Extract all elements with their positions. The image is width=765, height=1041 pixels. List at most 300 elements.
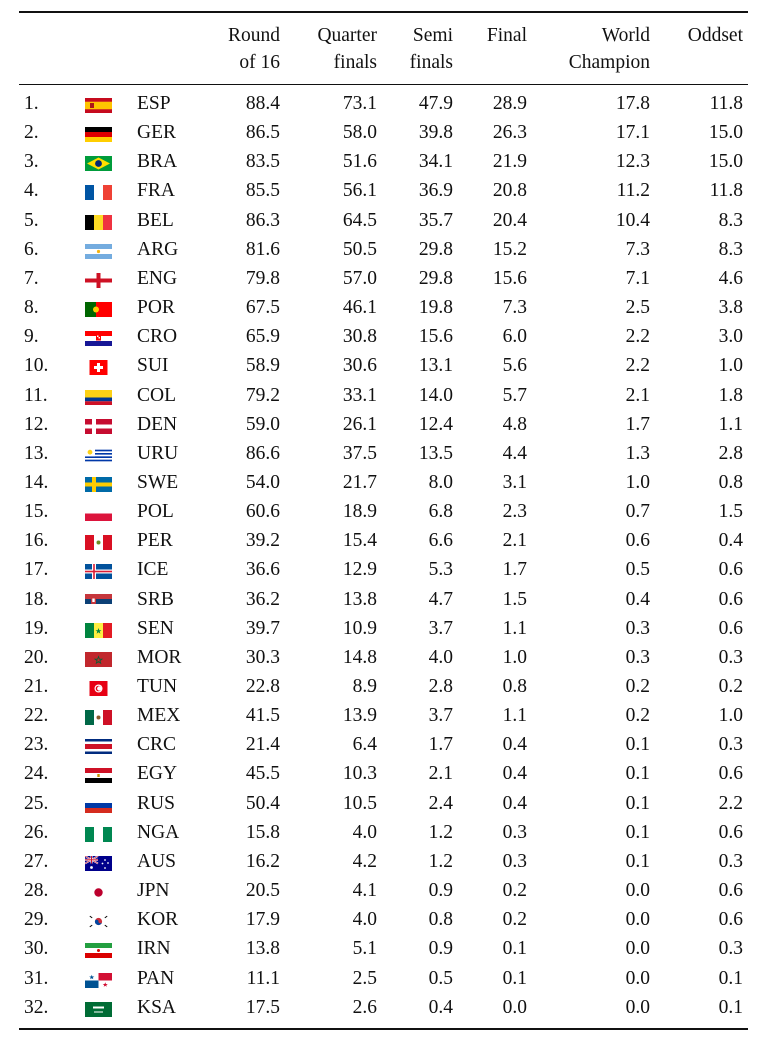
final-cell: 0.4	[502, 763, 527, 785]
semi-finals-cell: 14.0	[418, 384, 453, 406]
table-row	[0, 701, 765, 730]
world-champion-cell: 0.0	[625, 967, 650, 989]
world-champion-cell: 1.0	[625, 471, 650, 493]
rank-cell: 7.	[24, 267, 39, 289]
header-rule	[19, 84, 748, 85]
semi-finals-cell: 2.4	[428, 792, 453, 814]
poland-flag-icon	[85, 506, 112, 521]
team-code-cell: ICE	[137, 559, 169, 581]
team-code-cell: ENG	[137, 267, 178, 289]
team-code-cell: POL	[137, 501, 174, 523]
semi-finals-cell: 29.8	[418, 267, 453, 289]
senegal-flag-icon	[85, 623, 112, 638]
world-champion-cell: 1.7	[625, 413, 650, 435]
final-cell: 1.7	[502, 559, 527, 581]
team-code-cell: GER	[137, 122, 176, 144]
table-row	[0, 206, 765, 235]
header-final: Final	[486, 25, 527, 46]
oddset-cell: 11.8	[709, 93, 743, 114]
world-champion-cell: 7.3	[625, 238, 650, 260]
oddset-cell: 0.2	[718, 676, 743, 697]
semi-finals-cell: 15.6	[418, 326, 453, 348]
round-of-16-cell: 17.9	[245, 909, 280, 931]
round-of-16-cell: 86.6	[245, 442, 280, 464]
rank-cell: 31.	[24, 967, 49, 989]
quarter-finals-cell: 56.1	[342, 180, 377, 202]
team-code-cell: IRN	[137, 938, 171, 960]
round-of-16-cell: 41.5	[245, 705, 280, 727]
peru-flag-icon	[85, 535, 112, 550]
semi-finals-cell: 8.0	[428, 471, 453, 493]
rank-cell: 24.	[24, 763, 49, 785]
team-code-cell: ESP	[137, 93, 171, 114]
semi-finals-cell: 6.8	[428, 501, 453, 523]
final-cell: 0.2	[502, 909, 527, 931]
semi-finals-cell: 29.8	[418, 238, 453, 260]
quarter-finals-cell: 58.0	[342, 122, 377, 144]
round-of-16-cell: 67.5	[245, 297, 280, 319]
final-cell: 7.3	[502, 297, 527, 319]
round-of-16-cell: 16.2	[245, 850, 280, 872]
round-of-16-cell: 85.5	[245, 180, 280, 202]
team-code-cell: RUS	[137, 792, 175, 814]
oddset-cell: 11.8	[709, 180, 743, 202]
world-champion-cell: 2.2	[625, 326, 650, 348]
world-champion-cell: 2.1	[625, 384, 650, 406]
round-of-16-cell: 86.3	[245, 209, 280, 231]
belgium-flag-icon	[85, 215, 112, 230]
rank-cell: 16.	[24, 530, 49, 552]
rank-cell: 32.	[24, 996, 49, 1018]
rank-cell: 28.	[24, 880, 49, 902]
switzerland-flag-icon	[85, 360, 112, 375]
quarter-finals-cell: 12.9	[342, 559, 377, 581]
rank-cell: 11.	[24, 384, 48, 406]
quarter-finals-cell: 57.0	[342, 267, 377, 289]
world-champion-cell: 0.1	[625, 763, 650, 785]
table-row	[0, 643, 765, 672]
sweden-flag-icon	[85, 477, 112, 492]
mexico-flag-icon	[85, 710, 112, 725]
oddset-cell: 0.6	[718, 880, 743, 902]
world-champion-cell: 0.0	[625, 880, 650, 902]
world-champion-cell: 17.8	[615, 93, 650, 114]
oddset-cell: 1.1	[718, 413, 743, 435]
world-champion-cell: 10.4	[615, 209, 650, 231]
table-row	[0, 468, 765, 497]
panama-flag-icon	[85, 973, 112, 988]
quarter-finals-cell: 4.0	[352, 821, 377, 843]
team-code-cell: SEN	[137, 617, 174, 639]
quarter-finals-cell: 14.8	[342, 646, 377, 668]
france-flag-icon	[85, 185, 112, 200]
table-row	[0, 614, 765, 643]
oddset-cell: 0.8	[718, 471, 743, 493]
final-cell: 21.9	[492, 151, 527, 173]
quarter-finals-cell: 15.4	[342, 530, 377, 552]
world-champion-cell: 0.1	[625, 850, 650, 872]
team-code-cell: BEL	[137, 209, 174, 231]
table-row	[0, 730, 765, 759]
final-cell: 26.3	[492, 122, 527, 144]
final-cell: 20.4	[492, 209, 527, 231]
round-of-16-cell: 60.6	[245, 501, 280, 523]
table-row	[0, 497, 765, 526]
final-cell: 3.1	[502, 471, 527, 493]
nigeria-flag-icon	[85, 827, 112, 842]
oddset-cell: 0.3	[718, 646, 743, 668]
spain-flag-icon	[85, 98, 112, 113]
table-row	[0, 934, 765, 963]
quarter-finals-cell: 26.1	[342, 413, 377, 435]
team-code-cell: DEN	[137, 413, 178, 435]
semi-finals-cell: 2.8	[428, 676, 453, 697]
team-code-cell: CRO	[137, 326, 178, 348]
oddset-cell: 0.6	[718, 617, 743, 639]
team-code-cell: PAN	[137, 967, 175, 989]
final-cell: 0.8	[502, 676, 527, 697]
round-of-16-cell: 13.8	[245, 938, 280, 960]
round-of-16-cell: 45.5	[245, 763, 280, 785]
tunisia-flag-icon	[85, 681, 112, 696]
table-row	[0, 789, 765, 818]
quarter-finals-cell: 37.5	[342, 442, 377, 464]
team-code-cell: EGY	[137, 763, 178, 785]
table-row	[0, 964, 765, 993]
final-cell: 20.8	[492, 180, 527, 202]
table-row	[0, 847, 765, 876]
world-champion-cell: 2.2	[625, 355, 650, 377]
final-cell: 6.0	[502, 326, 527, 348]
rank-cell: 18.	[24, 588, 49, 610]
semi-finals-cell: 13.1	[418, 355, 453, 377]
team-code-cell: PER	[137, 530, 173, 552]
quarter-finals-cell: 21.7	[342, 471, 377, 493]
table-row	[0, 147, 765, 176]
final-cell: 1.5	[502, 588, 527, 610]
croatia-flag-icon	[85, 331, 112, 346]
semi-finals-cell: 39.8	[418, 122, 453, 144]
semi-finals-cell: 0.9	[428, 938, 453, 960]
semi-finals-cell: 0.9	[428, 880, 453, 902]
world-champion-cell: 2.5	[625, 297, 650, 319]
quarter-finals-cell: 13.8	[342, 588, 377, 610]
final-cell: 0.3	[502, 850, 527, 872]
round-of-16-cell: 20.5	[245, 880, 280, 902]
round-of-16-cell: 30.3	[245, 646, 280, 668]
world-champion-cell: 17.1	[615, 122, 650, 144]
oddset-cell: 0.6	[718, 559, 743, 581]
final-cell: 0.4	[502, 734, 527, 756]
round-of-16-cell: 39.7	[245, 617, 280, 639]
quarter-finals-cell: 30.8	[342, 326, 377, 348]
quarter-finals-cell: 5.1	[352, 938, 377, 960]
germany-flag-icon	[85, 127, 112, 142]
table-row	[0, 526, 765, 555]
quarter-finals-cell: 13.9	[342, 705, 377, 727]
world-champion-cell: 7.1	[625, 267, 650, 289]
portugal-flag-icon	[85, 302, 112, 317]
team-code-cell: ARG	[137, 238, 179, 260]
rank-cell: 30.	[24, 938, 49, 960]
table-row	[0, 118, 765, 147]
semi-finals-cell: 0.5	[428, 967, 453, 989]
top-rule	[19, 11, 748, 13]
japan-flag-icon	[85, 885, 112, 900]
oddset-cell: 4.6	[718, 267, 743, 289]
table-row	[0, 381, 765, 410]
semi-finals-cell: 12.4	[418, 413, 453, 435]
rank-cell: 19.	[24, 617, 49, 639]
semi-finals-cell: 4.7	[428, 588, 453, 610]
rank-cell: 23.	[24, 734, 49, 756]
round-of-16-cell: 39.2	[245, 530, 280, 552]
table-row	[0, 759, 765, 788]
saudi-arabia-flag-icon	[85, 1002, 112, 1017]
oddset-cell: 3.0	[718, 326, 743, 348]
australia-flag-icon	[85, 856, 112, 871]
oddset-cell: 0.4	[718, 530, 743, 552]
south-korea-flag-icon	[85, 914, 112, 929]
table-row	[0, 293, 765, 322]
final-cell: 4.4	[502, 442, 527, 464]
final-cell: 1.1	[502, 617, 527, 639]
final-cell: 0.4	[502, 792, 527, 814]
semi-finals-cell: 3.7	[428, 705, 453, 727]
final-cell: 1.1	[502, 705, 527, 727]
table-row	[0, 905, 765, 934]
quarter-finals-cell: 30.6	[342, 355, 377, 377]
round-of-16-cell: 21.4	[245, 734, 280, 756]
rank-cell: 9.	[24, 326, 39, 348]
round-of-16-cell: 36.2	[245, 588, 280, 610]
rank-cell: 10.	[24, 355, 49, 377]
table-row	[0, 876, 765, 905]
oddset-cell: 0.3	[718, 850, 743, 872]
quarter-finals-cell: 4.1	[352, 880, 377, 902]
quarter-finals-cell: 33.1	[342, 384, 377, 406]
final-cell: 2.1	[502, 530, 527, 552]
oddset-cell: 2.2	[718, 792, 743, 814]
final-cell: 5.6	[502, 355, 527, 377]
round-of-16-cell: 86.5	[245, 122, 280, 144]
quarter-finals-cell: 18.9	[342, 501, 377, 523]
team-code-cell: MOR	[137, 646, 182, 668]
team-code-cell: POR	[137, 297, 175, 319]
rank-cell: 13.	[24, 442, 49, 464]
oddset-cell: 0.3	[718, 938, 743, 960]
rank-cell: 25.	[24, 792, 49, 814]
team-code-cell: URU	[137, 442, 179, 464]
world-champion-cell: 12.3	[615, 151, 650, 173]
final-cell: 28.9	[492, 93, 527, 114]
semi-finals-cell: 36.9	[418, 180, 453, 202]
quarter-finals-cell: 46.1	[342, 297, 377, 319]
rank-cell: 4.	[24, 180, 39, 202]
final-cell: 0.0	[502, 996, 527, 1018]
oddset-cell: 1.0	[718, 355, 743, 377]
header-semi-finals: Semi finals	[409, 25, 453, 73]
rank-cell: 2.	[24, 122, 39, 144]
team-code-cell: JPN	[137, 880, 170, 902]
round-of-16-cell: 59.0	[245, 413, 280, 435]
semi-finals-cell: 6.6	[428, 530, 453, 552]
semi-finals-cell: 35.7	[418, 209, 453, 231]
egypt-flag-icon	[85, 768, 112, 783]
header-round-of-16: Round of 16	[227, 25, 280, 73]
quarter-finals-cell: 64.5	[342, 209, 377, 231]
rank-cell: 26.	[24, 821, 49, 843]
round-of-16-cell: 79.2	[245, 384, 280, 406]
header-world-champion: World Champion	[568, 25, 650, 73]
team-code-cell: NGA	[137, 821, 180, 843]
oddset-cell: 0.3	[718, 734, 743, 756]
semi-finals-cell: 3.7	[428, 617, 453, 639]
final-cell: 15.6	[492, 267, 527, 289]
world-champion-cell: 0.2	[625, 705, 650, 727]
round-of-16-cell: 79.8	[245, 267, 280, 289]
world-champion-cell: 0.2	[625, 676, 650, 697]
team-code-cell: COL	[137, 384, 176, 406]
round-of-16-cell: 65.9	[245, 326, 280, 348]
quarter-finals-cell: 4.0	[352, 909, 377, 931]
serbia-flag-icon	[85, 594, 112, 609]
rank-cell: 12.	[24, 413, 49, 435]
table-row	[0, 818, 765, 847]
semi-finals-cell: 1.2	[428, 821, 453, 843]
final-cell: 0.1	[502, 967, 527, 989]
world-champion-cell: 0.1	[625, 792, 650, 814]
team-code-cell: SWE	[137, 471, 179, 493]
world-champion-cell: 0.6	[625, 530, 650, 552]
team-code-cell: SRB	[137, 588, 174, 610]
denmark-flag-icon	[85, 419, 112, 434]
rank-cell: 8.	[24, 297, 39, 319]
semi-finals-cell: 5.3	[428, 559, 453, 581]
rank-cell: 17.	[24, 559, 49, 581]
oddset-cell: 8.3	[718, 238, 743, 260]
oddset-cell: 1.5	[718, 501, 743, 523]
quarter-finals-cell: 10.3	[342, 763, 377, 785]
semi-finals-cell: 13.5	[418, 442, 453, 464]
round-of-16-cell: 50.4	[245, 792, 280, 814]
quarter-finals-cell: 4.2	[352, 850, 377, 872]
rank-cell: 6.	[24, 238, 39, 260]
rank-cell: 14.	[24, 471, 49, 493]
header-quarter-finals: Quarter finals	[317, 25, 377, 73]
oddset-cell: 0.6	[718, 821, 743, 843]
world-champion-cell: 0.1	[625, 821, 650, 843]
final-cell: 0.2	[502, 880, 527, 902]
table-row	[0, 672, 765, 701]
round-of-16-cell: 88.4	[245, 93, 280, 114]
round-of-16-cell: 17.5	[245, 996, 280, 1018]
table-row	[0, 351, 765, 380]
final-cell: 0.3	[502, 821, 527, 843]
table-row	[0, 993, 765, 1022]
world-champion-cell: 0.7	[625, 501, 650, 523]
quarter-finals-cell: 2.5	[352, 967, 377, 989]
team-code-cell: CRC	[137, 734, 177, 756]
table-row	[0, 410, 765, 439]
oddset-cell: 15.0	[708, 151, 743, 173]
final-cell: 4.8	[502, 413, 527, 435]
rank-cell: 3.	[24, 151, 39, 173]
table-row	[0, 322, 765, 351]
final-cell: 5.7	[502, 384, 527, 406]
oddset-cell: 1.0	[718, 705, 743, 727]
oddset-cell: 15.0	[708, 122, 743, 144]
team-code-cell: SUI	[137, 355, 169, 377]
round-of-16-cell: 83.5	[245, 151, 280, 173]
round-of-16-cell: 22.8	[245, 676, 280, 697]
costa-rica-flag-icon	[85, 739, 112, 754]
semi-finals-cell: 0.4	[428, 996, 453, 1018]
quarter-finals-cell: 6.4	[352, 734, 377, 756]
final-cell: 2.3	[502, 501, 527, 523]
oddset-cell: 1.8	[718, 384, 743, 406]
rank-cell: 20.	[24, 646, 49, 668]
semi-finals-cell: 1.2	[428, 850, 453, 872]
world-champion-cell: 0.1	[625, 734, 650, 756]
world-champion-cell: 0.3	[625, 646, 650, 668]
rank-cell: 15.	[24, 501, 49, 523]
morocco-flag-icon	[85, 652, 112, 667]
bottom-rule	[19, 1028, 748, 1030]
round-of-16-cell: 54.0	[245, 471, 280, 493]
world-champion-cell: 0.4	[625, 588, 650, 610]
rank-cell: 27.	[24, 850, 49, 872]
uruguay-flag-icon	[85, 448, 112, 463]
oddset-cell: 0.6	[718, 909, 743, 931]
final-cell: 15.2	[492, 238, 527, 260]
round-of-16-cell: 11.1	[246, 967, 280, 989]
world-champion-cell: 0.5	[625, 559, 650, 581]
england-flag-icon	[85, 273, 112, 288]
oddset-cell: 8.3	[718, 209, 743, 231]
table-row	[0, 264, 765, 293]
world-champion-cell: 0.0	[625, 938, 650, 960]
quarter-finals-cell: 8.9	[352, 676, 377, 697]
rank-cell: 1.	[24, 93, 39, 114]
table-row	[0, 89, 765, 118]
world-champion-cell: 1.3	[625, 442, 650, 464]
round-of-16-cell: 58.9	[245, 355, 280, 377]
semi-finals-cell: 34.1	[418, 151, 453, 173]
semi-finals-cell: 0.8	[428, 909, 453, 931]
quarter-finals-cell: 10.9	[342, 617, 377, 639]
semi-finals-cell: 2.1	[428, 763, 453, 785]
oddset-cell: 0.6	[718, 588, 743, 610]
rank-cell: 29.	[24, 909, 49, 931]
semi-finals-cell: 47.9	[418, 93, 453, 114]
colombia-flag-icon	[85, 390, 112, 405]
world-champion-cell: 0.3	[625, 617, 650, 639]
oddset-cell: 0.1	[718, 996, 743, 1018]
team-code-cell: TUN	[137, 676, 178, 697]
team-code-cell: MEX	[137, 705, 181, 727]
table-row	[0, 439, 765, 468]
world-champion-cell: 11.2	[616, 180, 650, 202]
round-of-16-cell: 81.6	[245, 238, 280, 260]
oddset-cell: 0.6	[718, 763, 743, 785]
brazil-flag-icon	[85, 156, 112, 171]
team-code-cell: BRA	[137, 151, 178, 173]
quarter-finals-cell: 51.6	[342, 151, 377, 173]
oddset-cell: 3.8	[718, 297, 743, 319]
rank-cell: 21.	[24, 676, 49, 697]
final-cell: 1.0	[502, 646, 527, 668]
